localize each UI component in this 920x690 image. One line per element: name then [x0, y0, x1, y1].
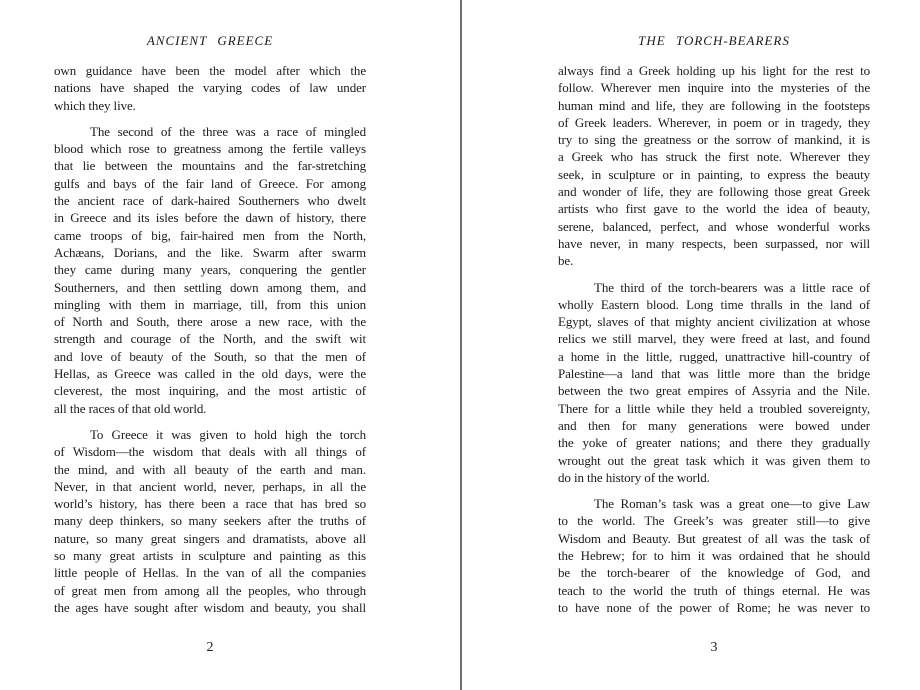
- text-line: the yoke of greater nations; and there they gradually: [558, 435, 870, 451]
- text-line: have never, in many respects, been surpassed, nor will: [558, 235, 870, 251]
- text-line: of Wisdom—the wisdom that deals with all things of: [54, 444, 366, 460]
- text-line: they came during many years, conquering the gentler: [54, 262, 366, 278]
- text-line: follow. Wherever men inquire into the mysteries of the: [558, 80, 870, 96]
- text-line: teach to the world the truth of things eternal. He was: [558, 582, 870, 598]
- text-line: nature, so many great singers and dramatists, above all: [54, 530, 366, 546]
- text-line: and then for many generations were bowed under: [558, 417, 870, 433]
- left-page-number: 2: [206, 640, 214, 655]
- text-line: wholly Eastern blood. Long time thralls in the land of: [558, 296, 870, 312]
- text-line: cleverest, the most inquiring, and the most artistic of: [54, 383, 366, 399]
- text-line: to have none of the power of Rome; he was never to: [558, 599, 870, 615]
- text-line: of great men from among all the peoples, who through: [54, 582, 366, 598]
- text-line: relics we still marvel, they were freed at last, and found: [558, 331, 870, 347]
- text-line: a Greek who has struck the first note. Wherever they: [558, 149, 870, 165]
- text-line: human mind and life, they are following in the footsteps: [558, 97, 870, 113]
- right-page: [462, 0, 920, 690]
- text-line: Wisdom and Beauty. But greatest of all was the task of: [558, 530, 870, 546]
- text-line: Southerners, and then settling down among them, and: [54, 279, 366, 295]
- text-line: the ancient race of dark-haired Southerners who dwelt: [54, 193, 366, 209]
- text-line: between the two great empires of Assyria and the Nile.: [558, 383, 870, 399]
- text-line: gulfs and bays of the fair land of Greece. For among: [54, 175, 366, 191]
- text-line: blood which rose to greatness among the fertile valleys: [54, 141, 366, 157]
- right-page-number: 3: [710, 640, 718, 655]
- text-line: and love of beauty of the South, so that the men of: [54, 348, 366, 364]
- text-line: the mind, and with all beauty of the earth and man.: [54, 461, 366, 477]
- text-line: and wonder of life, they are following those great Greek: [558, 184, 870, 200]
- text-line: that lie between the mountains and the far-stretching: [54, 158, 366, 174]
- text-line: Hellas, as Greece was called in the old days, were the: [54, 366, 366, 382]
- text-line: The second of the three was a race of mingled: [90, 123, 366, 139]
- text-line: own guidance have been the model after which the: [54, 63, 366, 78]
- text-line: all the races of that old world.: [54, 400, 207, 416]
- text-line: of North and South, there arose a new race, with the: [54, 314, 366, 330]
- text-line: try to sing the greatness or the sorrow of mankind, it is: [558, 132, 870, 148]
- left-running-head: ANCIENT GREECE: [146, 33, 274, 48]
- text-line: world’s history, has there been a race that has bred so: [54, 496, 366, 512]
- paragraph: [54, 123, 366, 417]
- text-line: Egypt, slaves of that mighty ancient civilization at whose: [558, 314, 870, 330]
- paragraph: [54, 426, 366, 616]
- text-line: came troops of big, fair-haired men from the North,: [54, 227, 366, 243]
- text-line: serene, balanced, perfect, and whose wonderful works: [558, 218, 870, 234]
- text-line: of Greek leaders. Wherever, in poem or in tragedy, they: [558, 114, 870, 130]
- text-line: Achæans, Dorians, and the like. Swarm after swarm: [54, 244, 366, 260]
- text-line: The third of the torch-bearers was a little race of: [594, 279, 870, 295]
- right-page-text: [558, 62, 870, 616]
- text-line: be.: [558, 253, 574, 269]
- text-line: Palestine—a land that was little more than the bridge: [558, 366, 870, 382]
- text-line: the ages have sought after wisdom and beauty, you shall: [54, 599, 366, 615]
- text-line: in Greece and its isles before the dawn of history, there: [54, 210, 366, 226]
- text-line: artists who first gave to the world the idea of beauty,: [558, 201, 870, 217]
- left-page-text: [54, 62, 366, 616]
- paragraph: [54, 62, 366, 114]
- text-line: mingling with them in marriage, till, from this union: [54, 296, 366, 312]
- text-line: The Roman’s task was a great one—to give Law: [594, 496, 870, 512]
- paragraph: [558, 495, 870, 616]
- paragraph: [558, 279, 870, 487]
- text-line: be the torch-bearer of the knowledge of God, and: [558, 565, 870, 581]
- text-line: always find a Greek holding up his light for the rest to: [558, 63, 870, 78]
- right-running-head: THE TORCH-BEARERS: [638, 33, 790, 48]
- text-line: To Greece it was given to hold high the torch: [90, 426, 366, 442]
- text-line: to the world. The Greek’s was greater still—to give: [558, 513, 870, 529]
- text-line: so many great artists in sculpture and painting as this: [54, 548, 366, 564]
- text-line: little people of Hellas. In the van of all the companies: [54, 565, 366, 581]
- text-line: wrought out the great task which it was given them to: [558, 452, 870, 468]
- text-line: seek, in sculpture or in painting, to express the beauty: [558, 166, 870, 182]
- left-page-column: [54, 0, 366, 616]
- text-line: strength and courage of the North, and the swift wit: [54, 331, 366, 347]
- text-line: a home in the little, rugged, unattractive hill-country of: [558, 348, 870, 364]
- paragraph: [558, 62, 870, 270]
- text-line: nations have shaped the varying codes of law under: [54, 80, 366, 96]
- text-line: do in the history of the world.: [558, 469, 710, 485]
- text-line: Never, in that ancient world, never, perhaps, in all the: [54, 478, 366, 494]
- right-page-column: [558, 0, 870, 616]
- text-line: the Hebrew; for to him it was ordained that he should: [558, 548, 870, 564]
- text-line: which they live.: [54, 97, 136, 113]
- text-line: There for a little while they held a troubled sovereignty,: [558, 400, 870, 416]
- text-line: many deep thinkers, so many seekers after the truths of: [54, 513, 366, 529]
